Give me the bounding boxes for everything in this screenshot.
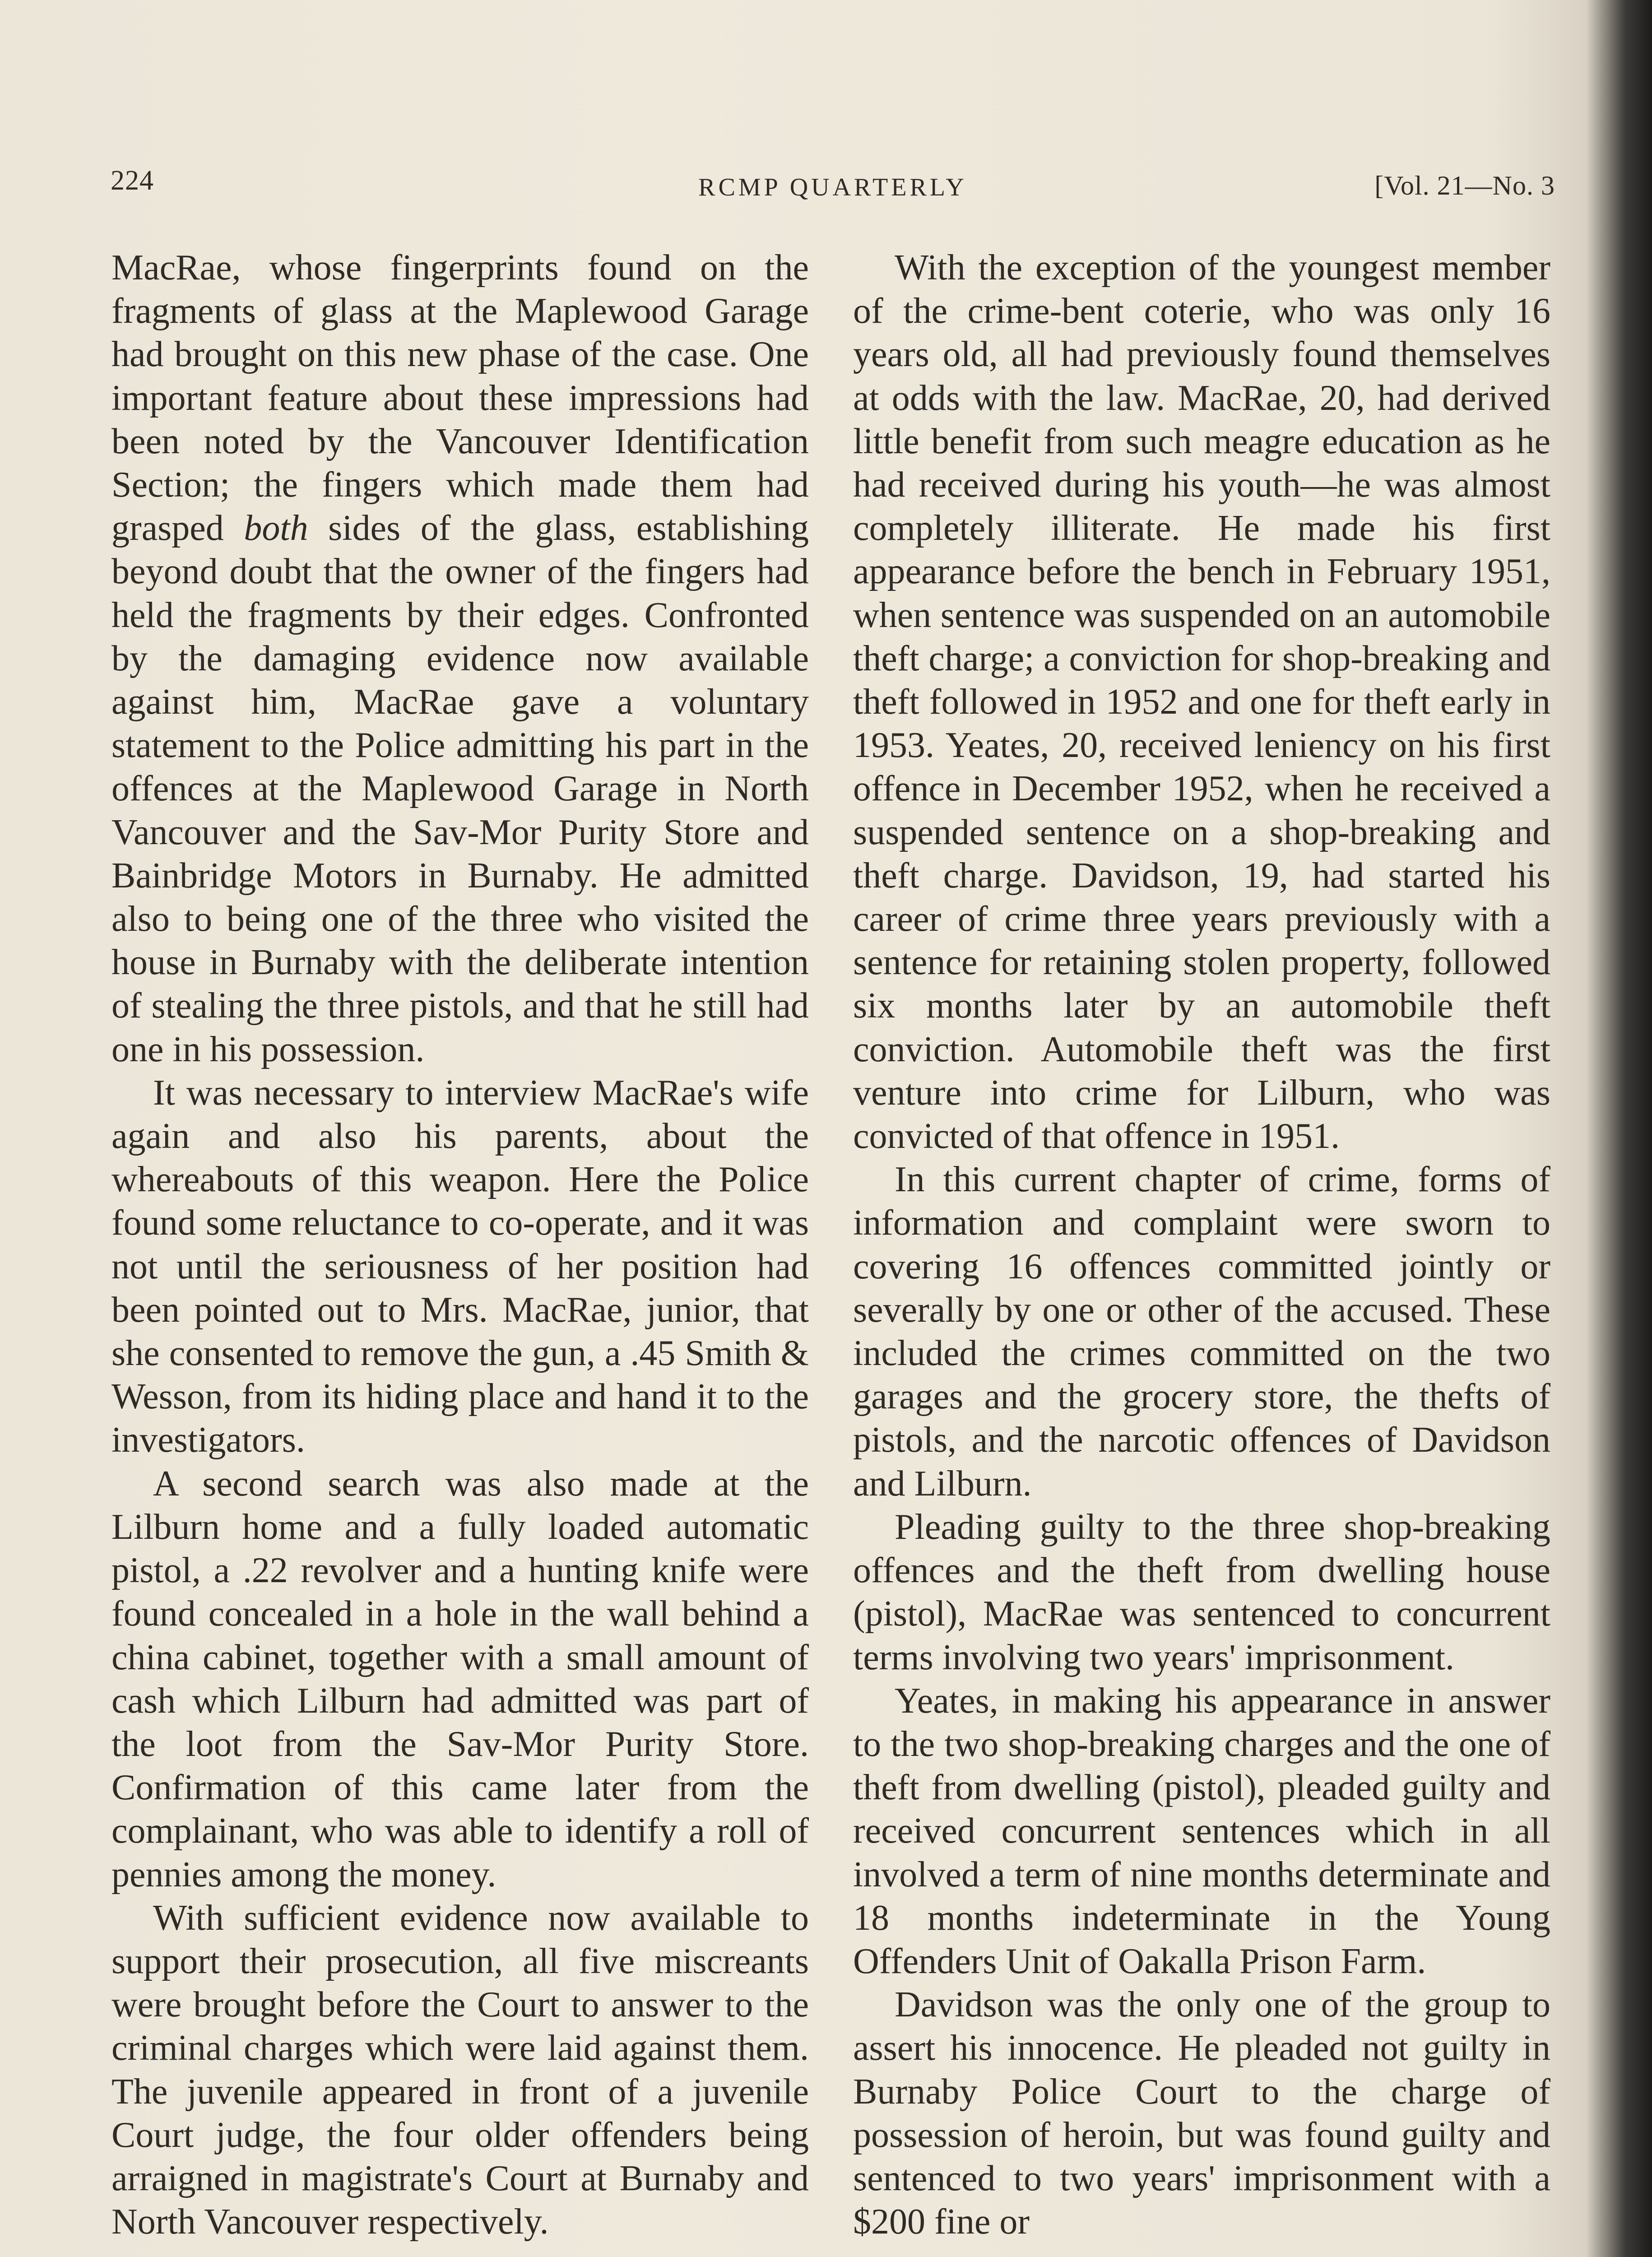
text-run: sides of the glass, establishing beyond doubt that the owner of the fingers had held the fragments by their edges. Confronted by the damaging evidence now available against him, MacRae gave a voluntary statement to the Police admitting his part in the offences at the Maplewood Garage in North Vancouver and the Sav-Mor Purity Store and Bainbridge Motors in Burnaby. He admitted also to being one of the three who visited the house in Burnaby with the deliberate intention of stealing the three pistols, and that he still had one in his possession. xyxy=(111,508,809,1069)
page-number: 224 xyxy=(111,165,154,196)
paragraph: In this current chapter of crime, forms of information and complaint were sworn to covering 16 offences committed jointly or severally by one or other of the accused. These included the crimes committed on the two garages and the grocery store, the thefts of pistols, and the narcotic offences of Davidson and Lilburn. xyxy=(853,1160,1550,1504)
paragraph xyxy=(111,246,809,1071)
running-header xyxy=(111,165,1555,219)
paragraph: Davidson was the only one of the group to assert his innocence. He pleaded not guilty in Burnaby Police Court to the charge of possession of heroin, but was found guilty and sentenced to two years' imprisonment with a $200 fine or xyxy=(853,1985,1550,2242)
paragraph: With the exception of the youngest member of the crime-bent coterie, who was only 16 years old, all had previously found themselves at odds with the law. MacRae, 20, had derived little benefit from such meagre education as he had received during his youth—he was almost completely illiterate. He made his first appearance before the bench in February 1951, when sentence was suspended on an automobile theft charge; a conviction for shop-breaking and theft followed in 1952 and one for theft early in 1953. Yeates, 20, received leniency on his first offence in December 1952, when he received a suspended sentence on a shop-breaking and theft charge. Davidson, 19, had started his career of crime three years previously with a sentence for retaining stolen property, followed six months later by an automobile theft conviction. Automobile theft was the first venture into crime for Lilburn, who was convicted of that offence in 1951. xyxy=(853,248,1550,1156)
paragraph: A second search was also made at the Lilburn home and a fully loaded automatic pistol, a .22 revolver and a hunting knife were found concealed in a hole in the wall behind a china cabinet, together with a small amount of cash which Lilburn had admitted was part of the loot from the Sav-Mor Purity Store. Confirmation of this came later from the complainant, who was able to identify a roll of pennies among the money. xyxy=(111,1463,809,1895)
paragraph: Pleading guilty to the three shop-breaking offences and the theft from dwelling house (pistol), MacRae was sentenced to concurrent terms involving two years' imprisonment. xyxy=(853,1507,1550,1677)
paragraph: It was necessary to interview MacRae's wife again and also his parents, about the whereabouts of this weapon. Here the Police found some reluctance to co-operate, and it was not until the seriousness of her position had been pointed out to Mrs. MacRae, junior, that she consented to remove the gun, a .45 Smith & Wesson, from its hiding place and hand it to the investigators. xyxy=(111,1073,809,1460)
volume-info: [Vol. 21—No. 3 xyxy=(1374,171,1555,200)
running-title: RCMP QUARTERLY xyxy=(698,173,967,201)
paragraph: With sufficient evidence now available to support their prosecution, all five miscreants were brought before the Court to answer to the criminal charges which were laid against them. The juvenile appeared in front of a juvenile Court judge, the four older offenders being arraigned in magistrate's Court at Burnaby and North Vancouver respectively. xyxy=(111,1898,809,2242)
text-run: MacRae, whose fingerprints found on the fragments of glass at the Maplewood Garage had brought on this new phase of the case. One important feature about these impressions had been noted by the Vancouver Identification Section; the fingers which made them had grasped xyxy=(111,248,809,548)
right-column xyxy=(853,246,1550,2243)
left-column xyxy=(111,246,809,2243)
emphasis: both xyxy=(244,508,308,548)
paragraph: Yeates, in making his appearance in answer to the two shop-breaking charges and the one of theft from dwelling (pistol), pleaded guilty and received concurrent sentences which in all involved a term of nine months determinate and 18 months indeterminate in the Young Offenders Unit of Oakalla Prison Farm. xyxy=(853,1681,1550,1981)
